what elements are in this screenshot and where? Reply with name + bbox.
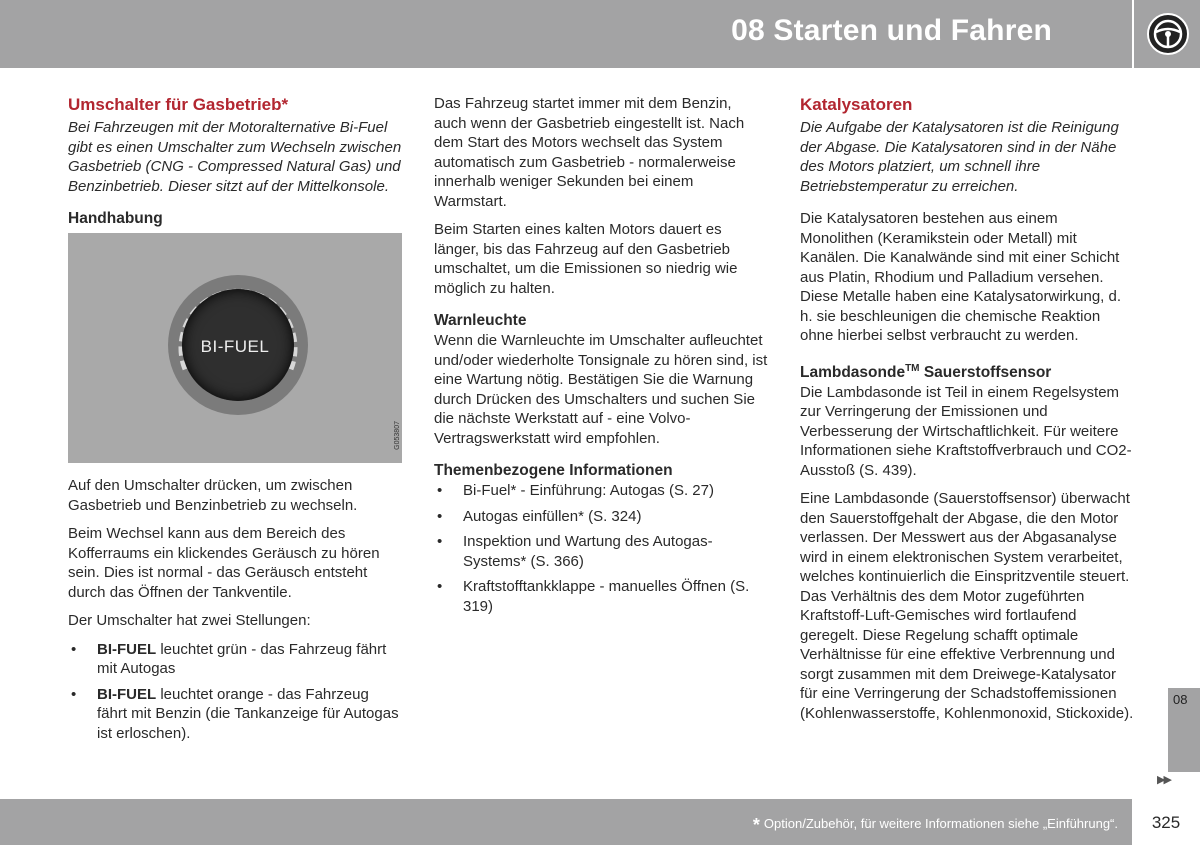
paragraph-lambda-measure: Eine Lambdasonde (Sauerstoffsensor) überwacht den Sauerstoffgehalt der Abgase, die den Motor verlassen. Der Messwert aus der Abgasanalyse wird in einem elektronischen System verarbeitet, welches kontinuierlich die Einspritzventile steuert. Das Verhältnis des dem Motor zugeführten Kraftstoff-Luft-Gemisches wird fortlaufend geregelt. Diese Regelung schafft optimale Verhältnisse für eine effektive Verbrennung und sorgt zusammen mit dem Dreiwege-Katalysator für eine Verringerung der Schadstoffemissionen (Kohlenwasserstoffe, Kohlenmonoxid, Stickoxide). xyxy=(800,490,1134,722)
bi-fuel-knob-label: BI-FUEL xyxy=(200,337,270,356)
related-link[interactable]: • Inspektion und Wartung des Autogas-Systems* (S. 366) xyxy=(434,532,768,571)
page-number: 325 xyxy=(1132,799,1200,845)
header-bar xyxy=(0,0,1132,68)
paragraph-press-switch: Auf den Umschalter drücken, um zwischen Gasbetrieb und Benzinbetrieb zu wechseln. xyxy=(68,477,358,514)
bi-fuel-switch-photo xyxy=(68,233,402,463)
chapter-title: 08 Starten und Fahren xyxy=(731,14,1052,47)
footer-bar xyxy=(0,799,1132,845)
paragraph-two-positions: Der Umschalter hat zwei Stellungen: xyxy=(68,612,311,629)
double-arrow-right-icon[interactable]: ▶▶ xyxy=(1157,774,1170,786)
list-item: • BI-FUEL leuchtet orange - das Fahrzeug fährt mit Benzin (die Tankanzeige für Autogas ist erloschen). xyxy=(68,685,402,744)
related-info-list xyxy=(434,481,768,616)
heading-handling: Handhabung xyxy=(68,210,163,227)
heading-related-info: Themenbezogene Informationen xyxy=(434,462,673,479)
figure-code: G053807 xyxy=(394,421,401,450)
footnote: * Option/Zubehör, für weitere Informationen siehe „Einführung“. xyxy=(752,815,1118,835)
paragraph-lambda-control: Die Lambdasonde ist Teil in einem Regelsystem zur Verringerung der Emissionen und Verbesserung der Wirtschaftlichkeit. Für weitere Informationen siehe Kraftstoffverbrauch und CO2-Ausstoß (S. 439). xyxy=(800,383,1132,479)
chapter-icon-box xyxy=(1132,0,1200,68)
heading-warning-light: Warnleuchte xyxy=(434,312,527,329)
chapter-side-tab-label: 08 xyxy=(1173,692,1188,707)
section-title-catalysts: Katalysatoren xyxy=(800,95,913,114)
paragraph-click-sound: Beim Wechsel kann aus dem Bereich des Kofferraums ein klickendes Geräusch zu hören sein. Dies ist normal - das Geräusch entsteht durch das Öffnen der Tankventile. xyxy=(68,525,380,601)
positions-list xyxy=(68,640,402,744)
list-item: • BI-FUEL leuchtet grün - das Fahrzeug fährt mit Autogas xyxy=(68,640,402,679)
intro-gas-switch: Bei Fahrzeugen mit der Motoralternative Bi-Fuel gibt es einen Umschalter zum Wechseln zwischen Gasbetrieb (CNG - Compressed Natural Gas) und Benzinbetrieb. Dieser sitzt auf der Mittelkonsole. xyxy=(68,119,402,195)
related-link[interactable]: • Bi-Fuel* - Einführung: Autogas (S. 27) xyxy=(434,481,768,501)
paragraph-cold-start: Beim Starten eines kalten Motors dauert es länger, bis das Fahrzeug auf den Gasbetrieb umschaltet, um die Emissionen so niedrig wie möglich zu halten. xyxy=(434,221,738,297)
column-right xyxy=(800,94,1134,723)
column-left xyxy=(68,94,402,743)
section-title-gas-switch: Umschalter für Gasbetrieb* xyxy=(68,95,289,114)
intro-catalysts: Die Aufgabe der Katalysatoren ist die Reinigung der Abgase. Die Katalysatoren sind in der Nähe des Motors platziert, um schnell ihre Betriebstemperatur zu erreichen. xyxy=(800,119,1119,195)
heading-lambda-sensor: Lambdasonde™ Sauerstoffsensor xyxy=(800,362,1052,381)
chapter-side-tab[interactable] xyxy=(1168,688,1200,772)
related-link[interactable]: • Autogas einfüllen* (S. 324) xyxy=(434,507,768,527)
related-link[interactable]: • Kraftstofftankklappe - manuelles Öffnen (S. 319) xyxy=(434,577,768,616)
steering-wheel-icon xyxy=(1147,13,1189,55)
column-middle xyxy=(434,94,768,616)
paragraph-monolith: Die Katalysatoren bestehen aus einem Monolithen (Keramikstein oder Metall) mit Kanälen. Die Kanalwände sind mit einer Schicht aus Platin, Rhodium und Palladium versehen. Diese Metalle haben eine Katalysatorwirkung, d. h. sie beschleunigen die chemische Reaktion ohne hierbei selbst verbraucht zu werden. xyxy=(800,210,1122,344)
paragraph-warning-light: Wenn die Warnleuchte im Umschalter aufleuchtet und/oder wiederholte Tonsignale zu hören sind, ist eine Wartung nötig. Bestätigen Sie die Warnung durch Drücken des Umschalters und suchen Sie die nächste Werkstatt auf - eine Volvo-Vertragswerkstatt wird empfohlen. xyxy=(434,332,768,447)
paragraph-petrol-start: Das Fahrzeug startet immer mit dem Benzin, auch wenn der Gasbetrieb eingestellt ist. Nach dem Start des Motors wechselt das System automatisch zum Gasbetrieb - normalerweise innerhalb weniger Sekunden bei einem Warmstart. xyxy=(434,95,745,210)
